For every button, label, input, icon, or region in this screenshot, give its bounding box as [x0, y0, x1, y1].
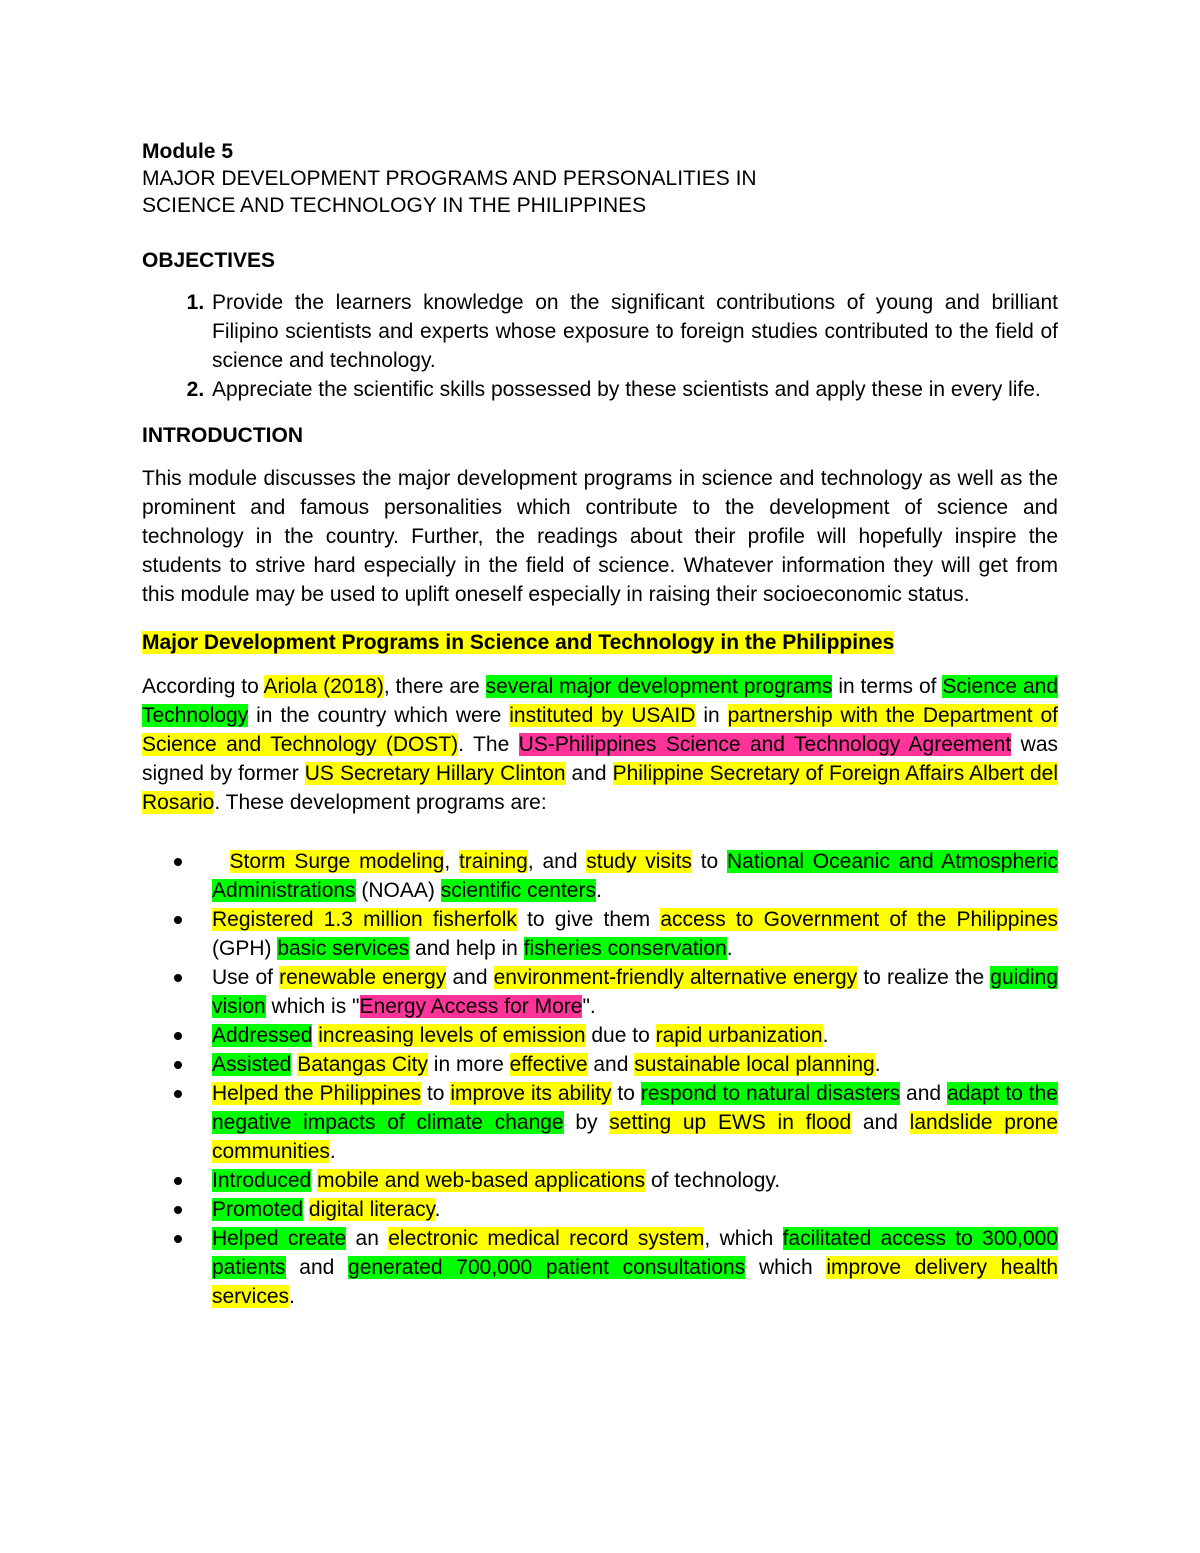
highlight-green: fisheries conservation [523, 937, 727, 960]
text-run: , which [704, 1227, 783, 1250]
highlight-yellow: Batangas City [297, 1053, 428, 1076]
highlight-yellow: improve delivery health services [212, 1256, 1059, 1308]
text-run [212, 850, 230, 873]
highlight-yellow: Philippine Secretary of Foreign Affairs Albert del Rosario [142, 762, 1058, 814]
highlight-yellow: improve its ability [450, 1082, 612, 1105]
text-run: in terms of [832, 675, 943, 698]
text-run: ". [582, 995, 596, 1018]
bullet-icon [174, 974, 182, 982]
module-title-line-1: MAJOR DEVELOPMENT PROGRAMS AND PERSONALITIES IN [142, 167, 757, 190]
text-run: to [421, 1082, 451, 1105]
bullet-icon [174, 916, 182, 924]
objective-item: 1. Provide the learners knowledge on the significant contributions of young and brilliant Filipino scientists and experts whose exposure to foreign studies contributed to the field of science and technology. [210, 288, 1058, 375]
highlight-yellow: environment-friendly alternative energy [493, 966, 858, 989]
objectives-list [142, 288, 1058, 404]
text-run: and [587, 1053, 635, 1076]
text-run: . [289, 1285, 295, 1308]
text-run: due to [585, 1024, 656, 1047]
highlight-green: Promoted [212, 1198, 304, 1221]
highlight-green: adapt to the negative impacts of climate change [212, 1082, 1058, 1134]
highlight-yellow: effective [509, 1053, 588, 1076]
highlight-yellow: mobile and web-based applications [317, 1169, 646, 1192]
text-run: , and [527, 850, 587, 873]
highlight-yellow: sustainable local planning [634, 1053, 875, 1076]
text-run: and [446, 966, 494, 989]
text-run: . These development programs are: [214, 791, 547, 814]
highlight-green: Addressed [212, 1024, 313, 1047]
module-header [142, 138, 1058, 219]
text-run: in more [427, 1053, 510, 1076]
program-bullet [212, 1195, 1058, 1224]
program-bullet [212, 905, 1058, 963]
highlight-yellow: Ariola (2018) [263, 675, 384, 698]
highlight-yellow: Registered 1.3 million fisherfolk [212, 908, 517, 931]
bullet-icon [174, 1235, 182, 1243]
text-run: to realize the [857, 966, 991, 989]
text-run: in [695, 704, 728, 727]
text-run: which [745, 1256, 827, 1279]
highlight-green: several major development programs [485, 675, 833, 698]
highlight-yellow: renewable energy [279, 966, 447, 989]
objectives-heading: OBJECTIVES [142, 249, 276, 272]
programs-bullet-list [142, 847, 1058, 1311]
text-run: . [822, 1024, 829, 1047]
highlight-yellow: instituted by USAID [509, 704, 696, 727]
highlight-pink: US-Philippines Science and Technology Agreement [518, 733, 1012, 756]
text-run: (NOAA) [355, 879, 441, 902]
highlight-yellow: training [458, 850, 528, 873]
introduction-heading: INTRODUCTION [142, 424, 303, 447]
highlight-green: Helped create [212, 1227, 347, 1250]
bullet-icon [174, 1177, 182, 1185]
text-run [303, 1198, 309, 1221]
highlight-green: National Oceanic and Atmospheric Administrations [212, 850, 1058, 902]
text-run: . [434, 1198, 441, 1221]
major-programs-heading-text: Major Development Programs in Science and Technology in the Philippines [142, 631, 895, 654]
highlight-yellow: rapid urbanization [655, 1024, 823, 1047]
text-run: . [595, 879, 602, 902]
text-run: , there are [383, 675, 486, 698]
text-run: (GPH) [212, 937, 278, 960]
text-run: was signed by former [142, 733, 1059, 785]
text-run: and [851, 1111, 910, 1134]
highlight-yellow: study visits [586, 850, 692, 873]
highlight-yellow: Helped the Philippines [212, 1082, 422, 1105]
module-title-line-2: SCIENCE AND TECHNOLOGY IN THE PHILIPPINES [142, 194, 647, 217]
highlight-green: Science and Technology [142, 675, 1059, 727]
highlight-yellow: US Secretary Hillary Clinton [304, 762, 566, 785]
bullet-icon [174, 1206, 182, 1214]
text-run: in the country which were [248, 704, 510, 727]
text-run: of technology. [645, 1169, 781, 1192]
highlight-yellow: Storm Surge modeling [229, 850, 445, 873]
text-run: and [565, 762, 613, 785]
highlight-yellow: increasing levels of emission [318, 1024, 586, 1047]
program-bullet [212, 963, 1058, 1021]
program-bullet [212, 1050, 1058, 1079]
text-run: and [900, 1082, 947, 1105]
highlight-green: scientific centers [440, 879, 596, 902]
programs-intro-paragraph [142, 672, 1058, 817]
text-run: to [611, 1082, 641, 1105]
text-run: According to [142, 675, 264, 698]
document-page [142, 138, 1058, 1311]
text-run: by [563, 1111, 610, 1134]
highlight-green: generated 700,000 patient consultations [348, 1256, 746, 1279]
objective-item: 2. Appreciate the scientific skills possessed by these scientists and apply these in every life. [210, 375, 1058, 404]
bullet-icon [174, 858, 182, 866]
program-bullet [212, 1166, 1058, 1195]
highlight-yellow: electronic medical record system [388, 1227, 705, 1250]
text-run: and [285, 1256, 349, 1279]
highlight-green: Assisted [212, 1053, 292, 1076]
text-run: . [329, 1140, 336, 1163]
bullet-icon [174, 1032, 182, 1040]
text-run: and help in [409, 937, 524, 960]
program-bullet [212, 1224, 1058, 1311]
highlight-pink: Energy Access for More [359, 995, 583, 1018]
text-run: Use of [212, 966, 280, 989]
highlight-yellow: partnership with the Department of Science and Technology (DOST) [142, 704, 1058, 756]
highlight-green: basic services [277, 937, 410, 960]
program-bullet [212, 1079, 1058, 1166]
highlight-green: Introduced [212, 1169, 312, 1192]
highlight-yellow: access to Government of the Philippines [660, 908, 1059, 931]
text-run: an [346, 1227, 389, 1250]
text-run: , [444, 850, 459, 873]
text-run: . [726, 937, 733, 960]
highlight-yellow: digital literacy [308, 1198, 435, 1221]
highlight-yellow: setting up EWS in flood [609, 1111, 852, 1134]
module-number: Module 5 [142, 140, 234, 163]
program-bullet [212, 847, 1058, 905]
highlight-green: guiding vision [212, 966, 1058, 1018]
text-run: to give them [516, 908, 661, 931]
highlight-green: facilitated access to 300,000 patients [212, 1227, 1059, 1279]
highlight-yellow: landslide prone communities [212, 1111, 1059, 1163]
highlight-green: respond to natural disasters [640, 1082, 901, 1105]
text-run: which is " [265, 995, 360, 1018]
major-programs-heading [142, 628, 1058, 657]
introduction-paragraph: This module discusses the major development programs in science and technology as well as the prominent and famous personalities which contribute to the development of science and technology in the country. Further, the readings about their profile will hopefully inspire the students to strive hard especially in the field of science. Whatever information they will get from this module may be used to uplift oneself especially in raising their socioeconomic status. [142, 467, 1058, 606]
bullet-icon [174, 1090, 182, 1098]
text-run: . The [458, 733, 519, 756]
text-run: . [874, 1053, 881, 1076]
bullet-icon [174, 1061, 182, 1069]
program-bullet [212, 1021, 1058, 1050]
text-run: to [691, 850, 727, 873]
